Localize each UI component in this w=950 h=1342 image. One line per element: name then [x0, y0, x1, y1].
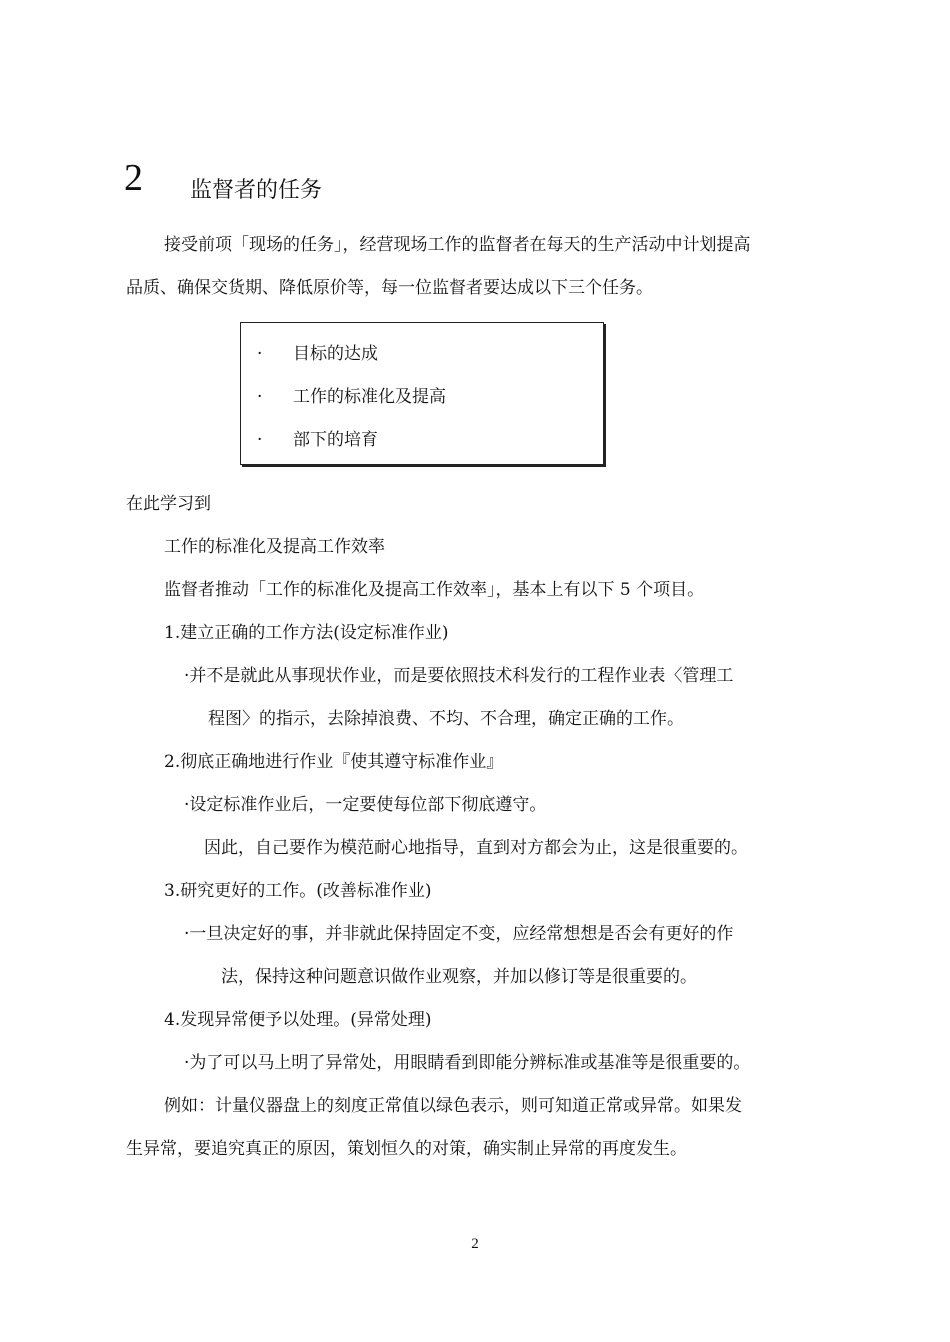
bullet-icon: ·	[257, 344, 263, 364]
task-item-label: 部下的培育	[293, 430, 378, 450]
section-summary: 监督者推动「工作的标准化及提高工作效率」，基本上有以下 5 个项目。	[164, 580, 705, 600]
item-2-title: 2.彻底正确地进行作业『使其遵守标准作业』	[164, 752, 504, 772]
bullet-icon: ·	[257, 387, 263, 407]
item-3-line-2: 法，保持这种问题意识做作业观察，并加以修订等是很重要的。	[221, 967, 697, 987]
item-1-line-1: ·并不是就此从事现状作业，而是要依照技术科发行的工程作业表〈管理工	[184, 666, 734, 686]
item-4-line-1: ·为了可以马上明了异常处，用眼睛看到即能分辨标准或基准等是很重要的。	[184, 1053, 751, 1073]
task-item-label: 目标的达成	[293, 344, 378, 364]
bullet-icon: ·	[257, 430, 263, 450]
learn-here-heading: 在此学习到	[126, 494, 211, 514]
item-4-example-line-2: 生异常，要追究真正的原因，策划恒久的对策，确实制止异常的再度发生。	[126, 1139, 687, 1159]
chapter-number: 2	[124, 157, 143, 199]
item-4-example-line-1: 例如：计量仪器盘上的刻度正常值以绿色表示，则可知道正常或异常。如果发	[164, 1096, 742, 1116]
intro-line-1: 接受前项「现场的任务」，经营现场工作的监督者在每天的生产活动中计划提高	[164, 235, 751, 255]
chapter-title: 监督者的任务	[190, 178, 323, 203]
item-2-line-2: 因此，自己要作为模范耐心地指导，直到对方都会为止，这是很重要的。	[204, 838, 748, 858]
task-item-label: 工作的标准化及提高	[293, 387, 446, 407]
page-number: 2	[471, 1236, 479, 1252]
task-item	[241, 342, 603, 366]
section-subtitle: 工作的标准化及提高工作效率	[164, 537, 385, 557]
task-item	[241, 428, 603, 452]
item-2-line-1: ·设定标准作业后，一定要使每位部下彻底遵守。	[184, 795, 547, 815]
task-box	[240, 322, 604, 465]
item-1-line-2: 程图〉的指示，去除掉浪费、不均、不合理，确定正确的工作。	[208, 709, 684, 729]
item-3-line-1: ·一旦决定好的事，并非就此保持固定不变，应经常想想是否会有更好的作	[184, 924, 734, 944]
item-1-title: 1.建立正确的工作方法(设定标准作业)	[164, 623, 449, 643]
item-4-title: 4.发现异常便予以处理。(异常处理)	[164, 1010, 432, 1030]
intro-line-2: 品质、确保交货期、降低原价等，每一位监督者要达成以下三个任务。	[126, 278, 653, 298]
item-3-title: 3.研究更好的工作。(改善标准作业)	[164, 881, 432, 901]
task-item	[241, 385, 603, 409]
